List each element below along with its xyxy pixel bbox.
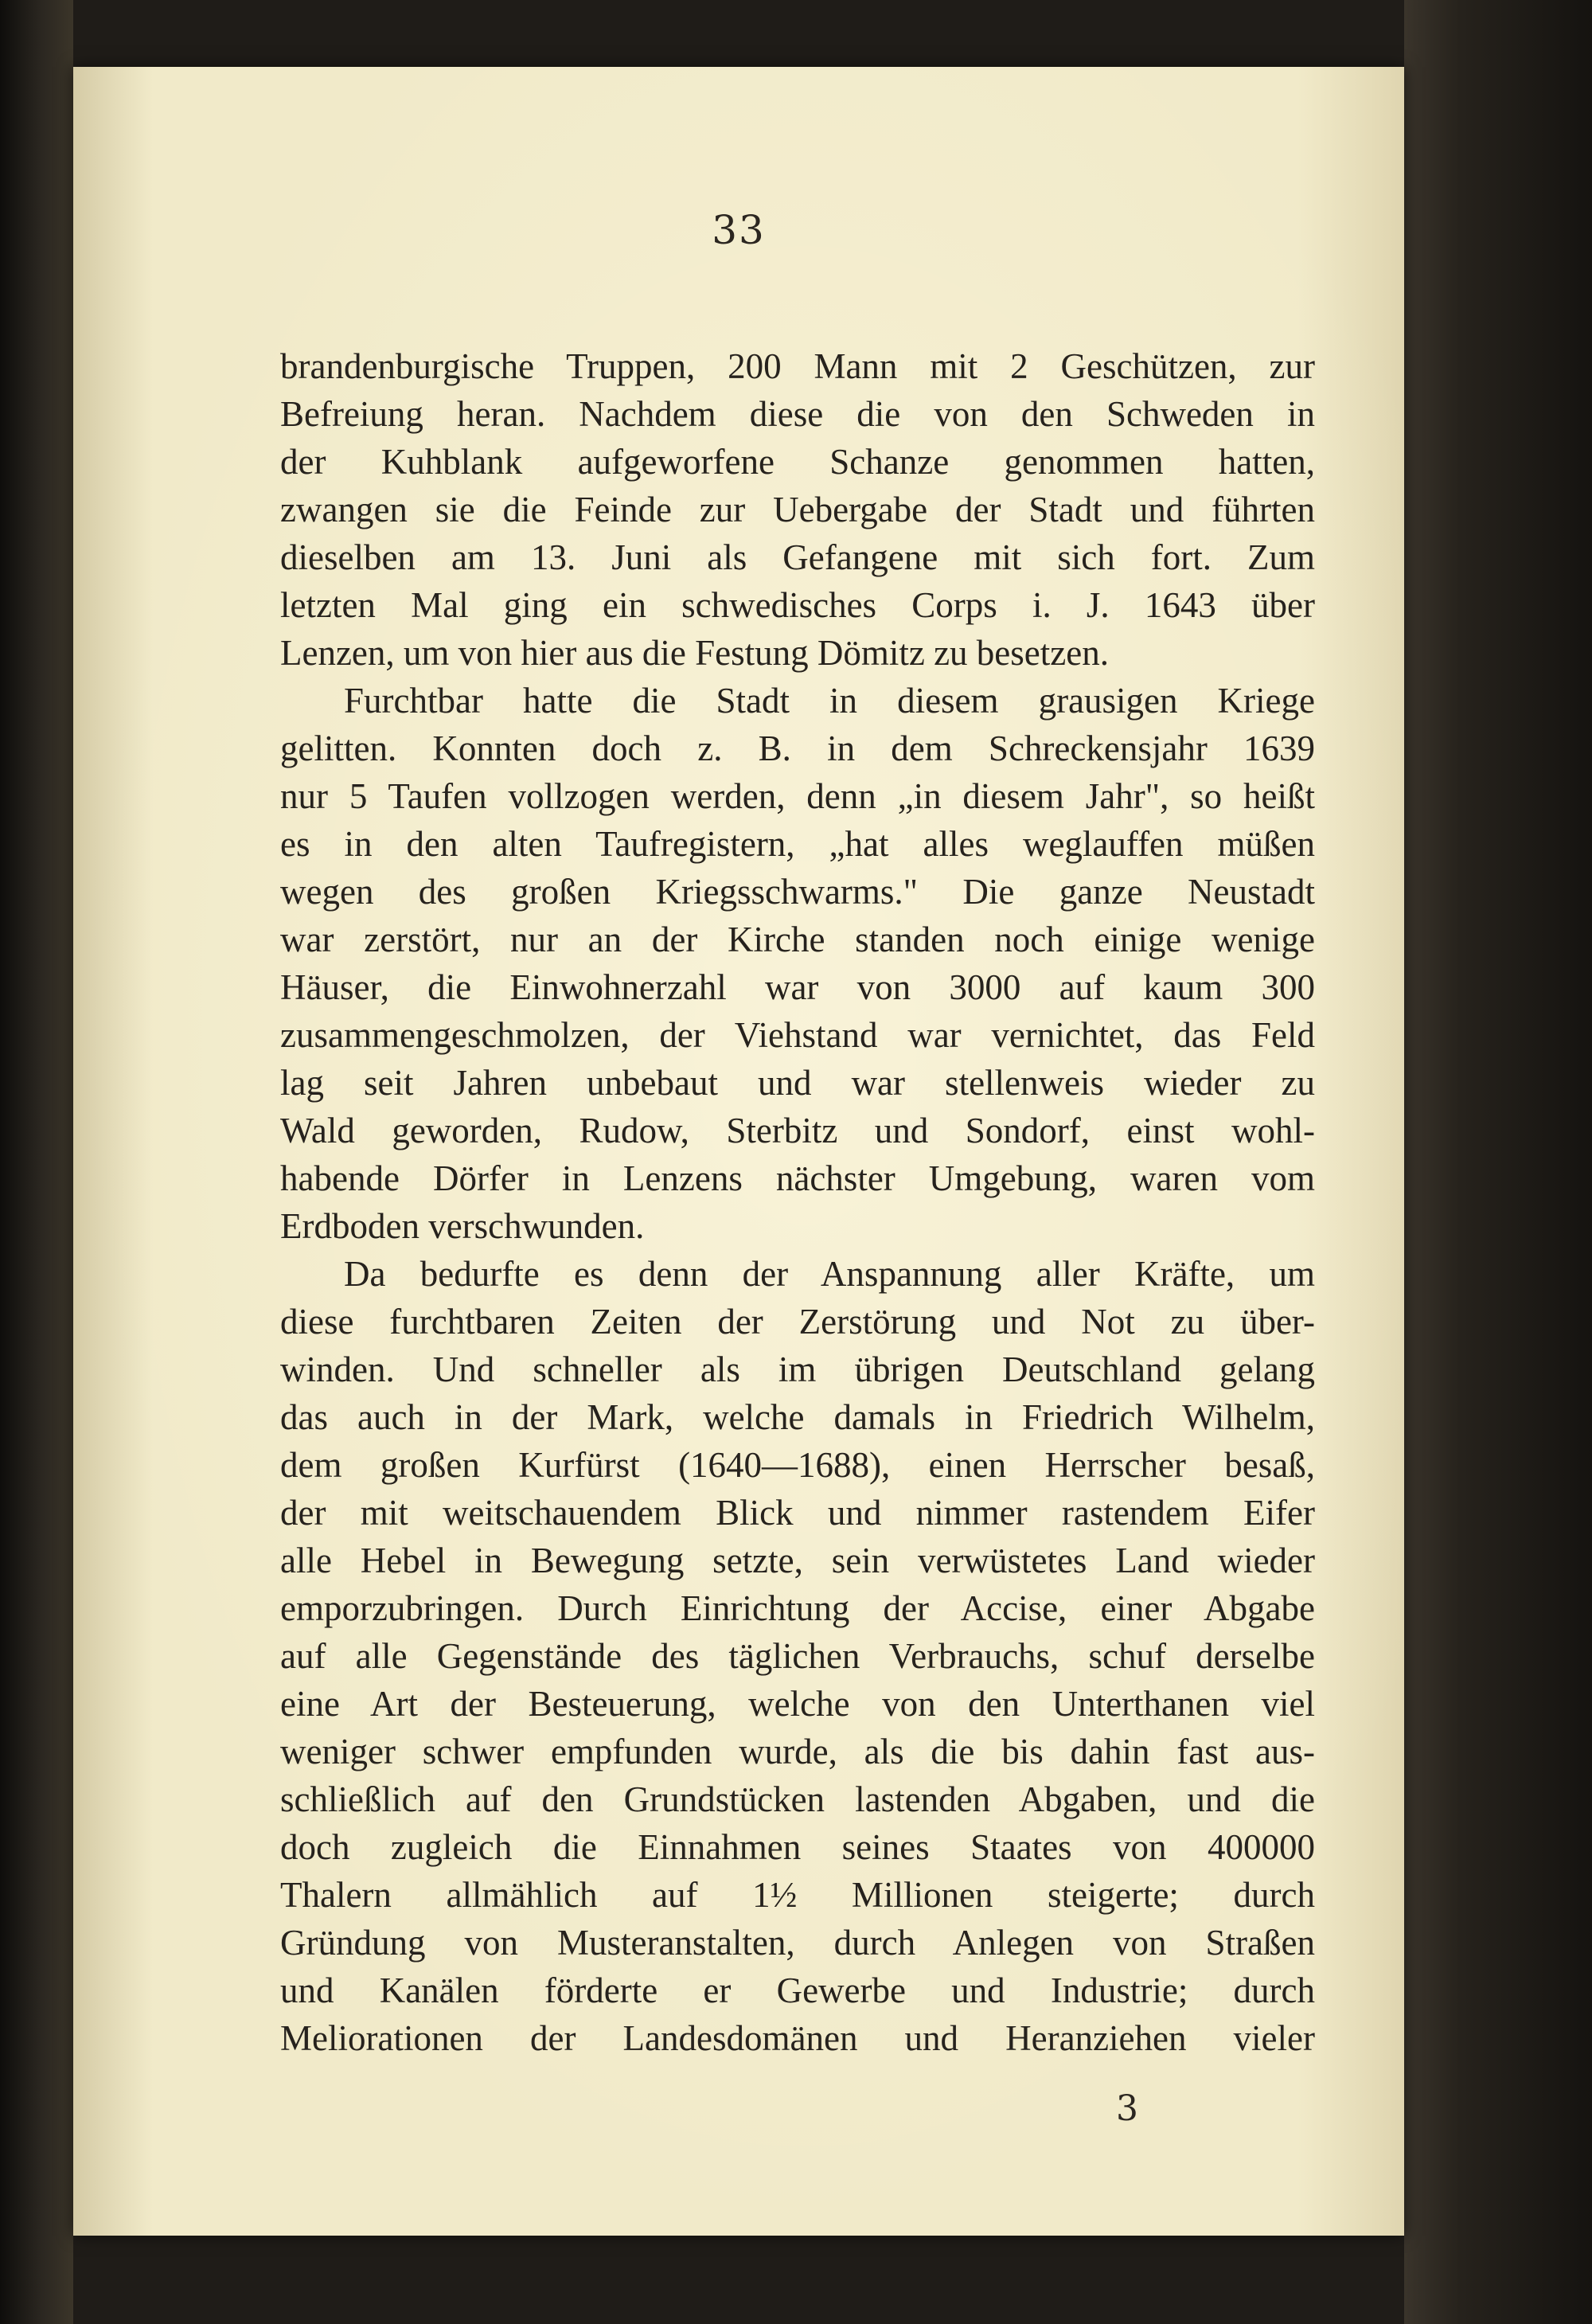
text-line: das auch in der Mark, welche damals in Friedrich Wilhelm, <box>280 1397 1315 1437</box>
text-line: dem großen Kurfürst (1640—1688), einen Herrscher besaß, <box>280 1445 1315 1485</box>
text-line: war zerstört, nur an der Kirche standen noch einige wenige <box>280 920 1315 959</box>
page-body-text <box>280 342 1315 2062</box>
book-page <box>73 67 1404 2236</box>
text-line: Furchtbar hatte die Stadt in diesem grausigen Kriege <box>344 681 1315 721</box>
text-line: wegen des großen Kriegsschwarms." Die ganze Neustadt <box>280 872 1315 912</box>
text-line: auf alle Gegenstände des täglichen Verbrauchs, schuf derselbe <box>280 1636 1315 1676</box>
text-line: dieselben am 13. Juni als Gefangene mit sich fort. Zum <box>280 537 1315 577</box>
text-line: Thalern allmählich auf 1½ Millionen steigerte; durch <box>280 1875 1315 1915</box>
text-line: Da bedurfte es denn der Anspannung aller Kräfte, um <box>344 1254 1315 1294</box>
text-line: der Kuhblank aufgeworfene Schanze genommen hatten, <box>280 442 1315 482</box>
text-line: zwangen sie die Feinde zur Uebergabe der Stadt und führten <box>280 490 1315 529</box>
text-line: und Kanälen förderte er Gewerbe und Industrie; durch <box>280 1971 1315 2010</box>
text-line: Erdboden verschwunden. <box>280 1206 645 1246</box>
text-line: habende Dörfer in Lenzens nächster Umgebung, waren vom <box>280 1158 1315 1198</box>
text-line: doch zugleich die Einnahmen seines Staates von 400000 <box>280 1827 1315 1867</box>
text-line: diese furchtbaren Zeiten der Zerstörung und Not zu über- <box>280 1302 1315 1342</box>
text-line: weniger schwer empfunden wurde, als die bis dahin fast aus- <box>280 1732 1315 1771</box>
text-line: der mit weitschauendem Blick und nimmer rastendem Eifer <box>280 1493 1315 1533</box>
signature-mark: 3 <box>1116 2088 1138 2129</box>
text-line: Gründung von Musteranstalten, durch Anlegen von Straßen <box>280 1923 1315 1963</box>
page-number: 33 <box>712 207 766 253</box>
text-line: letzten Mal ging ein schwedisches Corps i. J. 1643 über <box>280 585 1315 625</box>
text-line: Lenzen, um von hier aus die Festung Dömitz zu besetzen. <box>280 633 1109 673</box>
text-line: Befreiung heran. Nachdem diese die von den Schweden in <box>280 394 1315 434</box>
text-line: lag seit Jahren unbebaut und war stellenweis wieder zu <box>280 1063 1315 1103</box>
text-line: schließlich auf den Grundstücken lastenden Abgaben, und die <box>280 1779 1315 1819</box>
text-line: Wald geworden, Rudow, Sterbitz und Sondorf, einst wohl- <box>280 1111 1315 1150</box>
text-line: nur 5 Taufen vollzogen werden, denn „in diesem Jahr", so heißt <box>280 776 1315 816</box>
text-line: alle Hebel in Bewegung setzte, sein verwüstetes Land wieder <box>280 1541 1315 1580</box>
text-line: es in den alten Taufregistern, „hat alles weglauffen müßen <box>280 824 1315 864</box>
book-binding-left <box>0 0 73 2324</box>
text-line: zusammengeschmolzen, der Viehstand war vernichtet, das Feld <box>280 1015 1315 1055</box>
text-line: brandenburgische Truppen, 200 Mann mit 2 Geschützen, zur <box>280 346 1315 386</box>
text-line: Häuser, die Einwohnerzahl war von 3000 auf kaum 300 <box>280 967 1315 1007</box>
text-line: eine Art der Besteuerung, welche von den Unterthanen viel <box>280 1684 1315 1724</box>
text-line: Meliorationen der Landesdomänen und Heranziehen vieler <box>280 2018 1315 2058</box>
text-line: emporzubringen. Durch Einrichtung der Accise, einer Abgabe <box>280 1588 1315 1628</box>
book-binding-right <box>1404 0 1592 2324</box>
text-line: winden. Und schneller als im übrigen Deutschland gelang <box>280 1349 1315 1389</box>
text-line: gelitten. Konnten doch z. B. in dem Schreckensjahr 1639 <box>280 728 1315 768</box>
